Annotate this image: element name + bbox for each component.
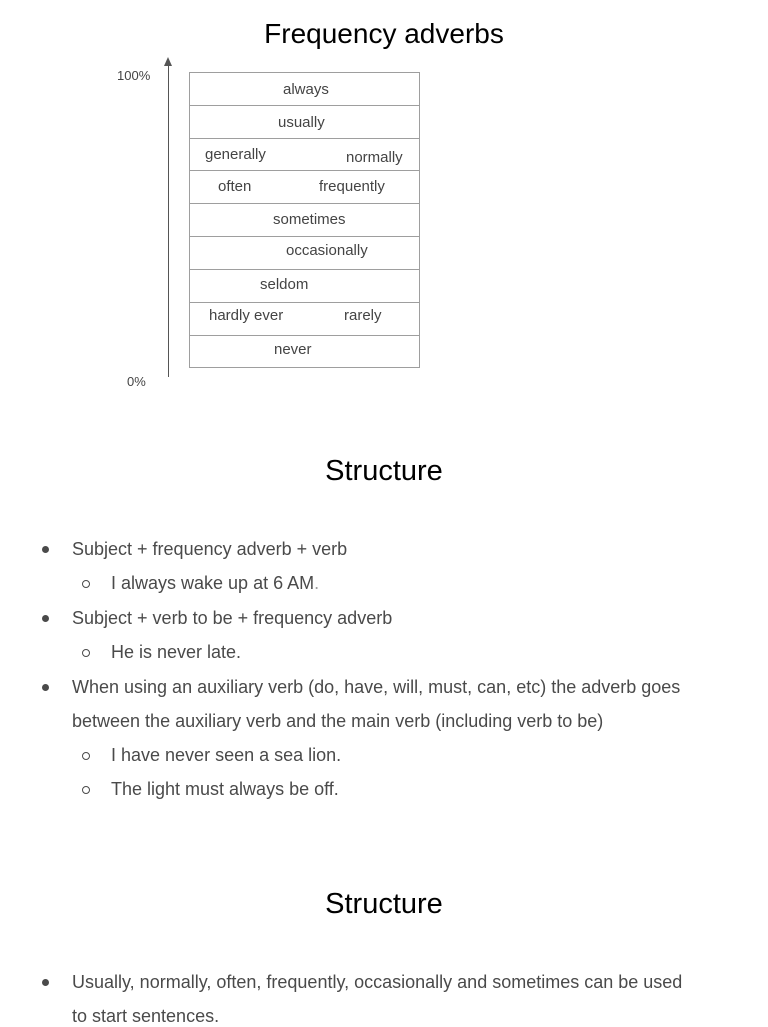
list-subitem: The light must always be off. [111,779,339,799]
list-item-line: Usually, normally, often, frequently, occasionally and sometimes can be used [72,972,683,992]
scale-table [189,72,420,368]
hollow-bullet-icon [82,752,90,760]
scale-word: generally [205,146,266,163]
scale-bottom-label: 0% [127,374,146,389]
scale-word: seldom [260,276,309,293]
list-item-line: When using an auxiliary verb (do, have, will, must, can, etc) the adverb goes [72,677,681,697]
scale-top-label: 100% [117,68,151,83]
scale-word: never [274,341,312,358]
list-item-line: to start sentences. [72,1006,220,1026]
list-subitem: I have never seen a sea lion. [111,745,342,765]
scale-row [190,138,419,171]
list-subitem-trail: . [314,573,320,593]
scale-row [190,105,419,139]
scale-row [190,236,419,270]
scale-word: normally [346,149,403,166]
scale-word: always [283,81,329,98]
arrow-up-icon [164,57,172,66]
list-item: Subject + frequency adverb + verb [72,539,348,559]
scale-row [190,170,419,204]
scale-row [190,302,419,336]
bullet-icon [42,684,49,691]
section-title-structure-2: Structure [325,888,443,920]
list-item-line: between the auxiliary verb and the main verb (including verb to be) [72,711,604,731]
scale-row [190,269,419,303]
hollow-bullet-icon [82,649,90,657]
scale-word: hardly ever [209,307,284,324]
bullet-icon [42,615,49,622]
scale-row [190,203,419,237]
bullet-icon [42,546,49,553]
scale-word: often [218,178,252,195]
list-subitem [111,573,319,594]
page-title-frequency-adverbs: Frequency adverbs [264,18,504,49]
hollow-bullet-icon [82,580,90,588]
scale-row [190,73,419,106]
bullet-icon [42,979,49,986]
scale-axis-line [168,64,169,377]
section-title-structure: Structure [325,455,443,487]
scale-word: rarely [344,307,382,324]
hollow-bullet-icon [82,786,90,794]
scale-word: frequently [319,178,385,195]
scale-row [190,335,419,367]
list-subitem-text: I always wake up at 6 AM [111,573,315,593]
scale-word: sometimes [273,211,346,228]
list-subitem: He is never late. [111,642,242,662]
list-item: Subject + verb to be + frequency adverb [72,608,393,628]
scale-word: occasionally [286,242,368,259]
scale-word: usually [278,114,325,131]
